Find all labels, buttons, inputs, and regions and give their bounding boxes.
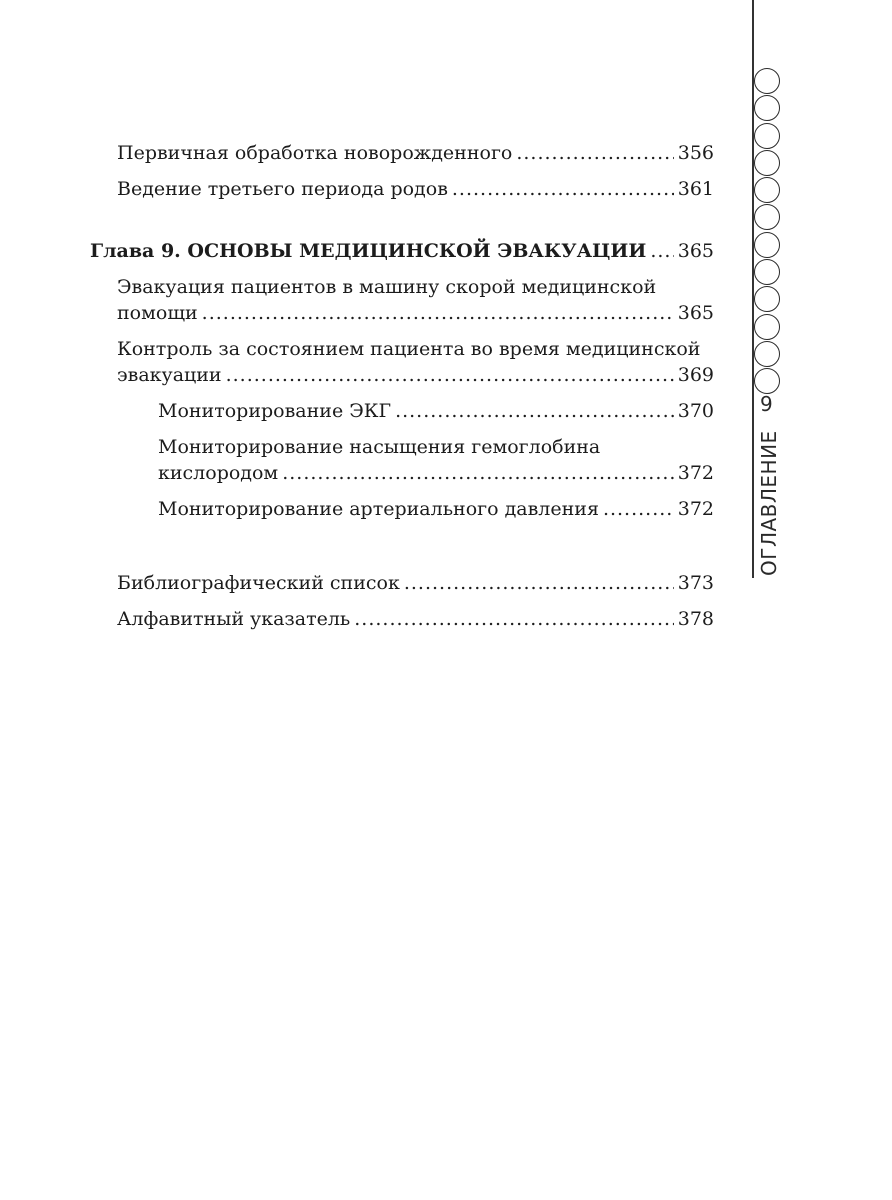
toc-subentry[interactable] [158,496,714,522]
toc-entry-title-line2: эвакуации [117,364,222,386]
toc-entry-page: 361 [677,178,714,200]
toc-entry-page: 378 [677,608,714,630]
toc-subentry[interactable] [158,434,714,486]
toc-entry-title: Мониторирование артериального давления [158,498,599,520]
toc-entry[interactable] [117,274,714,326]
ring-icon [754,177,780,203]
toc-entry-title: Первичная обработка новорожденного [117,142,513,164]
toc-entry-title: Ведение третьего периода родов [117,178,448,200]
dot-leader [650,238,673,264]
toc-entry-title-line1: Контроль за состоянием пациента во время медицинской [117,338,701,360]
toc-entry[interactable] [117,606,714,632]
ring-icon [754,314,780,340]
toc-entry-title-line2: помощи [117,302,198,324]
toc-entry-page: 365 [677,302,714,324]
toc-entry-page: 369 [677,364,714,386]
dot-leader [404,570,674,596]
ring-icon [754,95,780,121]
toc-entry[interactable] [117,176,714,202]
ring-icon [754,259,780,285]
toc-entry-page: 370 [677,400,714,422]
binder-rings [754,68,784,396]
dot-leader [202,300,674,326]
dot-leader [452,176,674,202]
ring-icon [754,368,780,394]
table-of-contents [90,140,714,642]
toc-entry-page: 372 [677,498,714,520]
toc-entry[interactable] [117,570,714,596]
dot-leader [603,496,674,522]
side-section-title [757,430,800,580]
toc-entry[interactable] [117,140,714,166]
toc-chapter-entry[interactable] [90,238,714,264]
toc-entry-title: Мониторирование ЭКГ [158,400,392,422]
dot-leader [516,140,673,166]
ring-icon [754,68,780,94]
dot-leader [354,606,673,632]
spacer [90,532,714,570]
toc-entry-page: 365 [677,240,714,262]
ring-icon [754,341,780,367]
ring-icon [754,123,780,149]
side-section-title-text: ОГЛАВЛЕНИЕ [757,430,781,576]
ring-icon [754,232,780,258]
dot-leader [282,460,674,486]
toc-chapter-title: Глава 9. ОСНОВЫ МЕДИЦИНСКОЙ ЭВАКУАЦИИ [90,240,647,262]
page-number: 9 [760,392,773,416]
toc-subentry[interactable] [158,398,714,424]
toc-entry-page: 373 [677,572,714,594]
dot-leader [226,362,674,388]
toc-entry-title-line1: Мониторирование насыщения гемоглобина [158,436,601,458]
toc-entry[interactable] [117,336,714,388]
toc-entry-title-line2: кислородом [158,462,279,484]
ring-icon [754,150,780,176]
dot-leader [395,398,674,424]
spacer [90,212,714,238]
toc-entry-title: Алфавитный указатель [117,608,351,630]
toc-entry-title: Библиографический список [117,572,400,594]
toc-entry-page: 372 [677,462,714,484]
toc-entry-title-line1: Эвакуация пациентов в машину скорой медицинской [117,276,657,298]
ring-icon [754,286,780,312]
toc-entry-page: 356 [677,142,714,164]
ring-icon [754,204,780,230]
